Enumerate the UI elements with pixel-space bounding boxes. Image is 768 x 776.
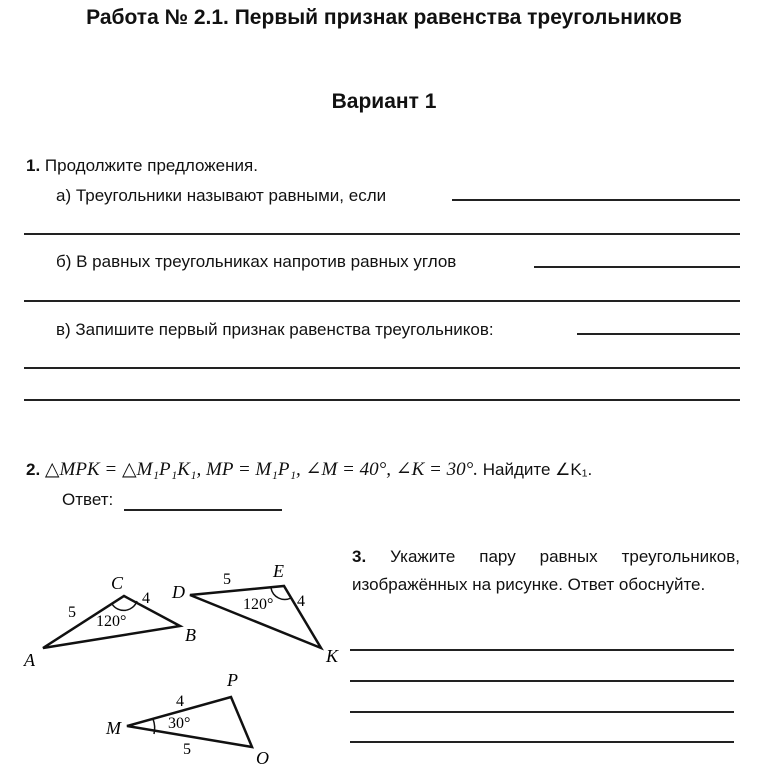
task3-body: Укажите пару равных треугольников, изображённых на рисунке. Ответ обоснуйте.: [352, 547, 740, 594]
task2-line: [26, 458, 592, 481]
vertex-b-label: B: [185, 625, 196, 645]
vertex-e-label: E: [273, 561, 284, 581]
task1-prompt: Продолжите предложения.: [44, 156, 258, 175]
vertex-a-label: A: [24, 650, 35, 670]
task3-answer-line-1[interactable]: [350, 649, 734, 651]
vertex-o-label: O: [256, 748, 269, 768]
vertex-m-label: M: [106, 718, 121, 738]
answer-line-1c-extra2[interactable]: [24, 399, 740, 401]
side-ac-label: 5: [68, 604, 76, 621]
vertex-c-label: C: [111, 573, 124, 593]
angle-m-arc: [153, 719, 155, 734]
task2-number: 2.: [26, 460, 41, 479]
task1-a-text: а) Треугольники называют равными, если: [56, 186, 387, 205]
task3-answer-line-4[interactable]: [350, 741, 734, 743]
answer-line-1a-extra[interactable]: [24, 233, 740, 235]
side-mo-label: 5: [183, 741, 191, 758]
answer-line-1b-extra[interactable]: [24, 300, 740, 302]
vertex-k-label: K: [326, 646, 339, 666]
task3-answer-line-3[interactable]: [350, 711, 734, 713]
side-cb-label: 4: [142, 590, 150, 607]
task2-answer-line[interactable]: [124, 509, 282, 511]
task2-statement: △MPK = △M₁P₁K₁, MP = M₁P₁, ∠M = 40°, ∠K = 30°.: [44, 459, 478, 480]
worksheet-title: Работа № 2.1. Первый признак равенства треугольников: [86, 6, 682, 29]
angle-c-label: 120°: [96, 613, 127, 630]
answer-line-1b[interactable]: [534, 266, 740, 268]
task1-header: [26, 156, 258, 176]
side-ek-label: 4: [297, 593, 305, 610]
vertex-d-label: D: [172, 582, 185, 602]
task1-c-text: в) Запишите первый признак равенства треугольников:: [56, 320, 494, 339]
angle-m-label: 30°: [168, 715, 191, 732]
answer-line-1a[interactable]: [452, 199, 740, 201]
angle-e-label: 120°: [243, 596, 274, 613]
task1-b-text: б) В равных треугольниках напротив равных углов: [56, 252, 457, 271]
side-mp-label: 4: [176, 693, 184, 710]
triangles-figure: [0, 540, 345, 776]
answer-line-1c[interactable]: [577, 333, 740, 335]
vertex-p-label: P: [227, 670, 238, 690]
task3-number: 3.: [352, 547, 367, 566]
task1-number: 1.: [26, 156, 41, 175]
task3-answer-line-2[interactable]: [350, 680, 734, 682]
task2-question: Найдите ∠K₁.: [482, 460, 593, 479]
task2-answer-label: Ответ:: [62, 490, 114, 509]
variant-heading: Вариант 1: [331, 90, 437, 113]
side-de-label: 5: [223, 571, 231, 588]
task3-text: [352, 543, 740, 599]
answer-line-1c-extra1[interactable]: [24, 367, 740, 369]
